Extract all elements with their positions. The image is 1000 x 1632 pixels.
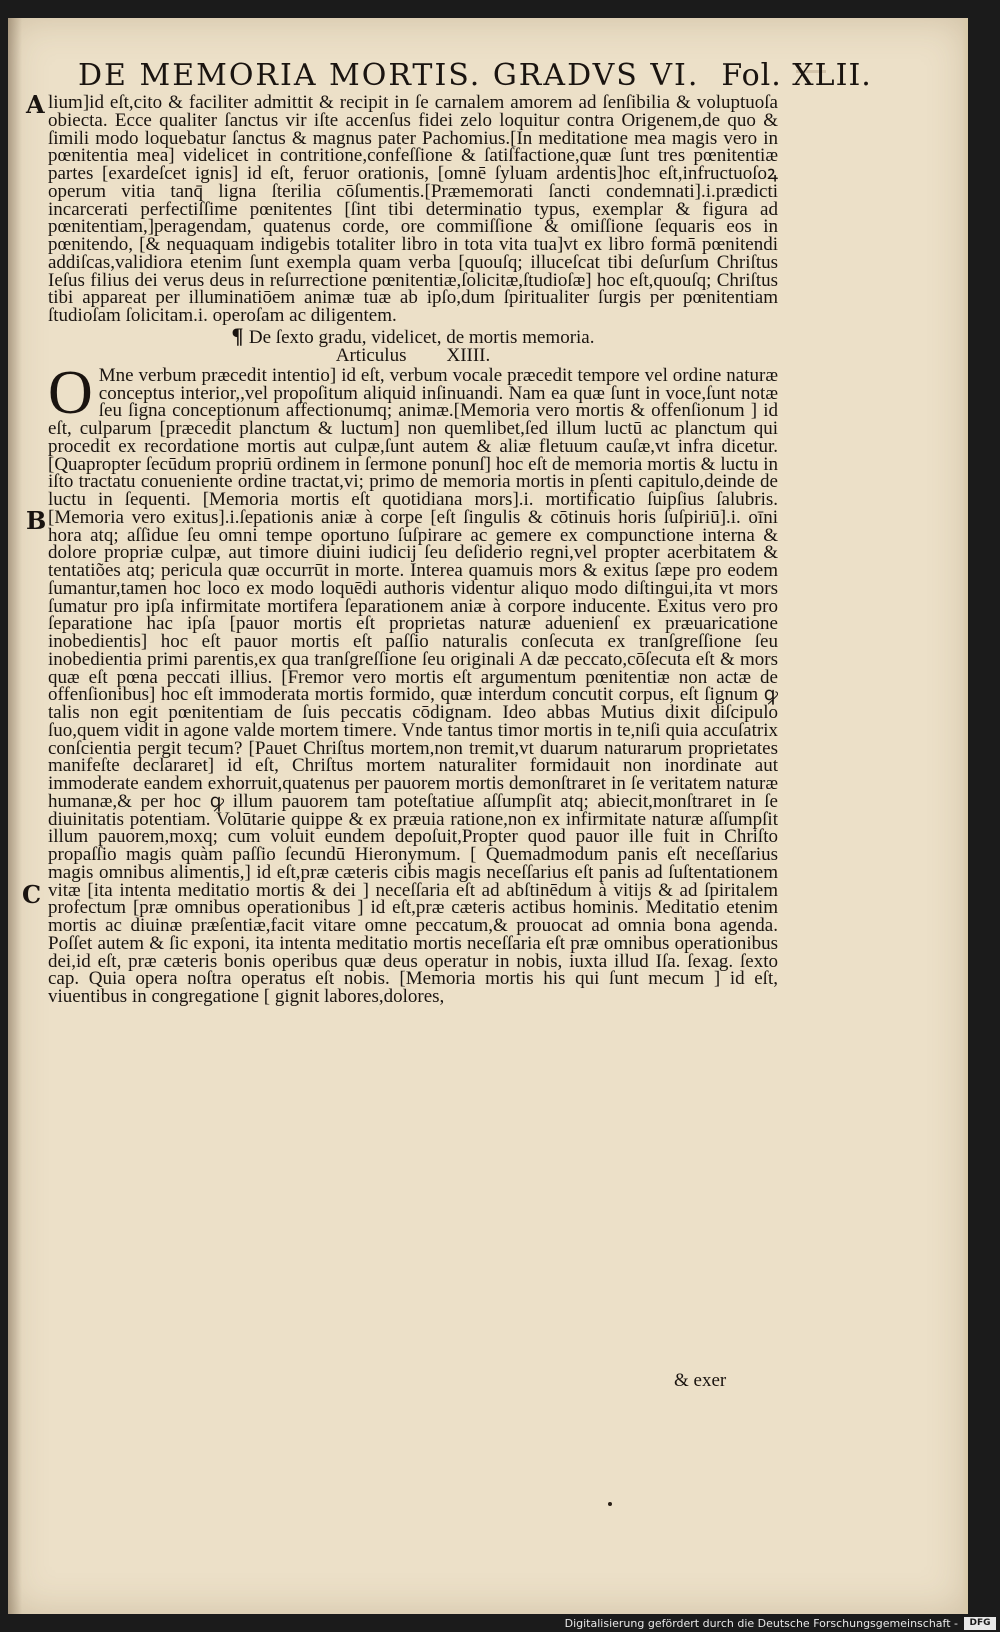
running-head	[78, 58, 872, 93]
section-heading	[48, 322, 778, 348]
article-paragraph-text: Mne verbum præcedit intentio] id eſt, verbum vocale præcedit tempore vel ordine naturæ conceptus interior,,vel propoſitum aliquid inſinuandi. Nam ea quæ ſunt in voce,ſunt notæ ſeu ſigna conceptionum affectionumq; animæ.[Memoria vero mortis & offenſionum ] id eſt, culparum [præcedit planctum & luctum] non quemlibet,ſed illum luctū ac planctum qui procedit ex recordatione mortis aut culpæ,ſunt autem & aliæ fletuum cauſæ,vt infra dicetur. [Quapropter ſecūdum propriū ordinem in ſermone ponunſ] hoc eſt de memoria mortis & luctu in iſto tractatu conueniente ordine tractat,vi; primo de memoria mortis in pſenti capitulo,deinde de luctu in ſequenti. [Memoria mortis eſt quotidiana mors].i. mortificatio ſuipſius ſalubris.[Memoria vero exitus].i.ſepationis aniæ à corpe [eſt ſingulis & cōtinuis horis ſuſpiriū].i. oīni hora atq; aſſidue ſeu omni tempe oportuno ſuſpirare ac gemere ex compunctione interna & dolore propriæ culpæ, aut timore diuini iudicij ſeu deſiderio regni,vel propter acerbitatem & tentatiões atq; pericula quæ occurrūt in morte. Interea quamuis mors & exitus ſæpe pro eodem ſumantur,tamen hoc loco ex modo loquēdi authoris videntur aliquo modo diſtingui,ita vt mors ſumatur pro ipſa infirmitate mortifera ſeparationem aniæ à corpore inducente. Exitus vero pro ſeparatione hac ipſa [pauor mortis eſt proprietas naturæ aduenienſ ex præuaricatione inobedientis] hoc eſt pauor mortis eſt paſſio naturalis conſecuta ex tranſgreſſione ſeu inobedientia primi parentis,ex qua tranſgreſſione ſeu originali A dæ peccato,cōſecuta eſt & mors quæ eſt pœna peccati illius. [Fremor vero mortis eſt argumentum pœnitentiæ non actæ de offenſionibus] hoc eſt immoderata mortis formido, quæ interdum concutit corpus, eſt ſignum ꝙ talis non egit pœnitentiam de ſuis peccatis cōdignam. Ideo abbas Mutius dixit diſcipulo ſuo,quem vidit in agone valde mortem timere. Vnde tantus timor mortis in te,niſi quia accuſatrix conſcientia pergit tecum? [Pauet Chriſtus mortem,non tremit,vt duarum naturarum proprietates manifeſte declararet] id eſt, Chriſtus mortem naturaliter formidauit non inordinate aut immoderate eandem exhorruit,quatenus per pauorem mortis demonſtraret in ſe veritatem naturæ humanæ,& per hoc ꝙ illum pauorem tam poteſtatiue aſſumpſit atq; abiecit,monſtraret in ſe diuinitatis potentiam. Volūtarie quippe & ex præuia ratione,non ex infirmitate naturæ aſſumpſit illum pauorem,moxq; cum voluit eundem depoſuit,Propter quod pauor ille fuit in Chriſto propaſſio magis quàm paſſio ſecundū Hieronymum. [ Quemadmodum panis eſt neceſſarius magis omnibus alimentis,] id eſt,præ cæteris cibis magis neceſſarius eſt panis ad ſuſtentationem vitæ [ita intenta meditatio mortis & dei ] neceſſaria eſt ad abſtinēdum à vitijs & ad ſpiritalem profectum [præ omnibus operationibus ] id eſt,præ cæteris actibus hominis. Meditatio etenim mortis ac diuinæ præſentiæ,facit vitare omne peccatum,& prouocat ad omnia bona agenda. Poſſet autem & ſic exponi, ita intenta meditatio mortis neceſſaria eſt præ omnibus operationibus dei,id eſt, præ cæteris bonis operibus quæ deus operatur in nobis, iuxta illud Iſa. ſexag. ſexto cap. Quia opera noſtra operatus eſt nobis. [Memoria mortis his qui ſunt mecum ] id eſt, viuentibus in congregatione [ gignit labores,dolores,	[48, 364, 778, 1007]
drop-capital: O	[48, 358, 93, 427]
paragraph-continuation: lium]id eſt,cito & faciliter admittit & recipit in ſe carnalem amorem ad ſenſibilia & voluptuoſa obiecta. Ecce qualiter ſanctus vir iſte accenſus fidei zelo loquitur contra Origenem,de quo & ſimili modo loquebatur ſanctus & magnus pater Pachomius.[In meditatione mea magis vero in pœnitentia mea] videlicet in contritione,confeſſione & ſatiſfactione,quæ ſunt tres pœnitentiæ partes [exardeſcet ignis] id eſt, feruor orationis, [omnē ſyluam ardentis]hoc eſt,infructuoſoꝝ operum vitia tanq̄ ligna ſterilia cōſumentis.[Præmemorati ſancti condemnati].i.prædicti incarcerati perfectiſſime pœnitentes [ſint tibi determinatio typus, exemplar & figura ad pœnitentiam,]peragendam, quatenus corde, ore commiſſione & omiſſione ſequaris eos in pœnitendo, [& nequaquam indigebis totaliter libro in tota vita tua]vt ex libro formā pœnitendi addiſcas,validiora etenim ſunt exempla quam verba [quouſq; illuceſcat tibi deſurſum Chriſtus Ieſus filius dei verus deus in reſurrectione pœnitentiæ,ſolicitæ,ſtudioſæ] hoc eſt,quouſq; Chriſtus tibi appareat per illuminatiōem animæ tuæ ab ipſo,dum ſpiritualiter ſurgis per pœnitentiam ſtudioſam ſolicitam.i. operoſam ac diligentem.	[48, 92, 778, 326]
margin-letter-a: A	[26, 90, 45, 119]
book-page	[8, 18, 968, 1614]
catchword: & exer	[674, 1370, 727, 1391]
margin-letter-b: B	[26, 506, 47, 535]
article-paragraph	[48, 358, 778, 1007]
article-heading	[48, 344, 778, 366]
ink-dot	[608, 1502, 612, 1506]
article-number: XIIII.	[446, 344, 491, 366]
footer-credit: Digitalisierung gefördert durch die Deutsche Forschungsgemeinschaft -	[564, 1617, 958, 1630]
article-label: Articulus	[335, 344, 407, 366]
main-text-block	[48, 94, 778, 1006]
spine-shadow	[8, 18, 22, 1614]
pilcrow-icon: ¶	[231, 322, 249, 348]
running-head-title: DE MEMORIA MORTIS. GRADVS VI.	[78, 58, 700, 93]
section-heading-text: De ſexto gradu, videlicet, de mortis memoria.	[248, 326, 595, 348]
folio-number: Fol. XLII.	[721, 58, 872, 93]
footer-bar	[0, 1614, 1000, 1632]
margin-letter-c: C	[22, 880, 42, 909]
page-edge	[962, 18, 968, 1614]
dfg-logo-icon: DFG	[964, 1617, 996, 1630]
